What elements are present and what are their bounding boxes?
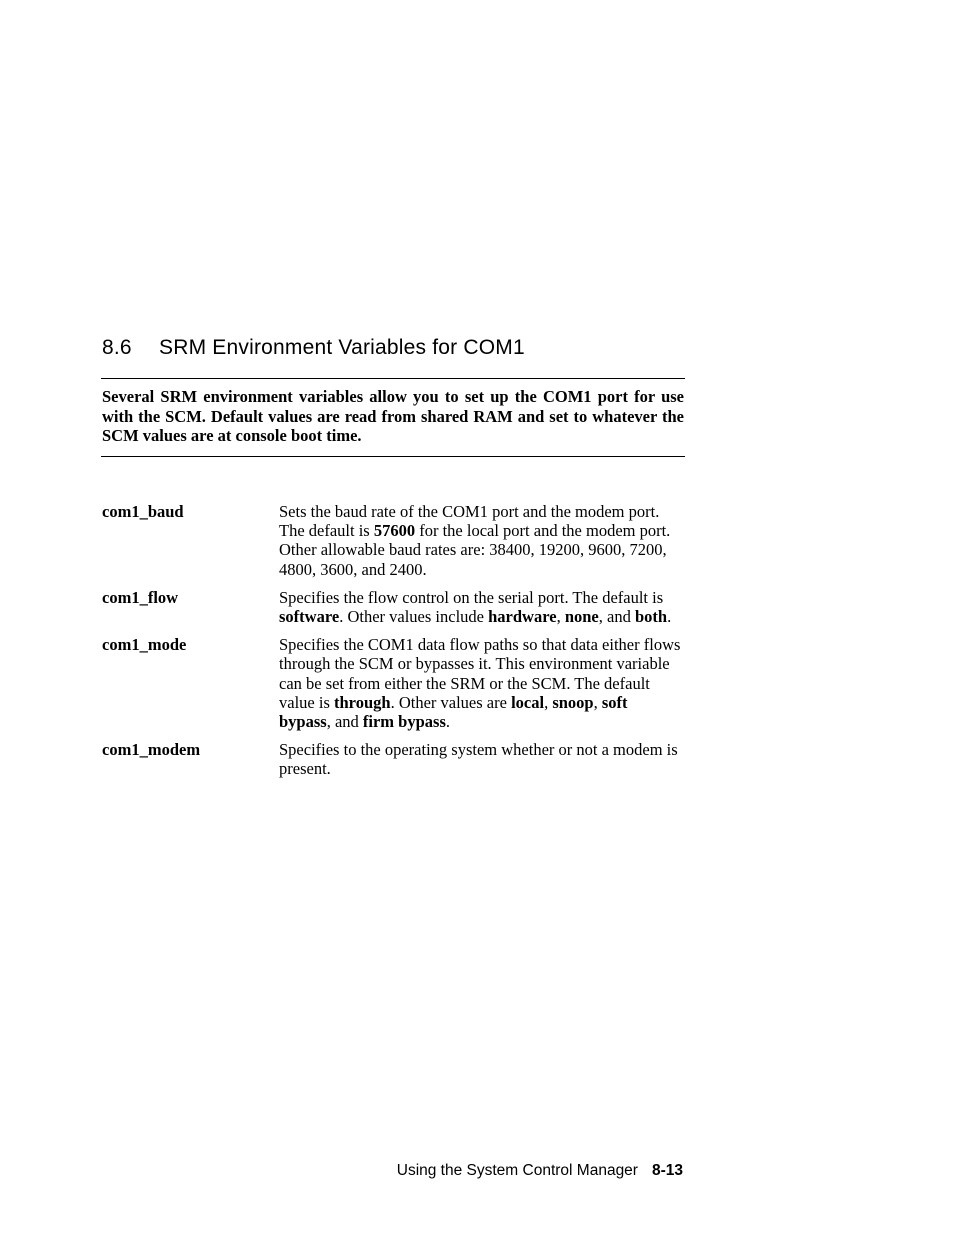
emphasized-value: local [511, 692, 545, 712]
definition-description: Specifies the flow control on the serial port. The default is software. Other values include hardware, none, and both. [279, 587, 672, 627]
definition-term: com1_baud [102, 502, 184, 521]
section-number: 8.6 [102, 336, 132, 359]
section-title: SRM Environment Variables for COM1 [159, 336, 525, 359]
definition-item [102, 502, 682, 579]
emphasized-value: soft bypass [279, 692, 628, 732]
emphasized-value: hardware [488, 607, 557, 627]
footer-text: Using the System Control Manager [396, 1162, 638, 1179]
emphasized-value: through [334, 692, 391, 712]
emphasized-value: none [564, 607, 599, 627]
page-number: 8-13 [651, 1162, 683, 1179]
section-heading [102, 336, 525, 360]
top-rule [101, 378, 685, 379]
definition-description: Specifies the COM1 data flow paths so that data either flows through the SCM or bypasses it. This environment variable can be set from either the SRM or the SCM. The default value is through. Other values are local, snoop, soft bypass, and firm bypass. [279, 635, 681, 732]
emphasized-value: snoop [552, 692, 594, 712]
definition-item [102, 588, 682, 626]
definition-list [102, 502, 682, 788]
page-footer [397, 1162, 683, 1180]
definition-item [102, 740, 682, 778]
definition-description: Specifies to the operating system whether or not a modem is present. [279, 740, 678, 779]
definition-term: com1_mode [102, 635, 187, 655]
emphasized-value: firm bypass [362, 712, 446, 732]
bottom-rule [101, 456, 685, 457]
definition-term: com1_flow [102, 587, 179, 607]
emphasized-value: both [634, 607, 668, 627]
section-abstract: Several SRM environment variables allow you to set up the COM1 port for use with the SCM. Default values are read from shared RAM and set to whatever the SCM values are at console boot time. [102, 387, 684, 446]
definition-description: Sets the baud rate of the COM1 port and the modem port. The default is 57600 for the local port and the modem port. Other allowable baud rates are: 38400, 19200, 9600, 7200, 4800, 3600, and 2400. [279, 502, 671, 579]
definition-term: com1_modem [102, 740, 201, 760]
emphasized-value: 57600 [373, 521, 416, 541]
definition-item [102, 635, 682, 731]
emphasized-value: software [279, 607, 340, 627]
